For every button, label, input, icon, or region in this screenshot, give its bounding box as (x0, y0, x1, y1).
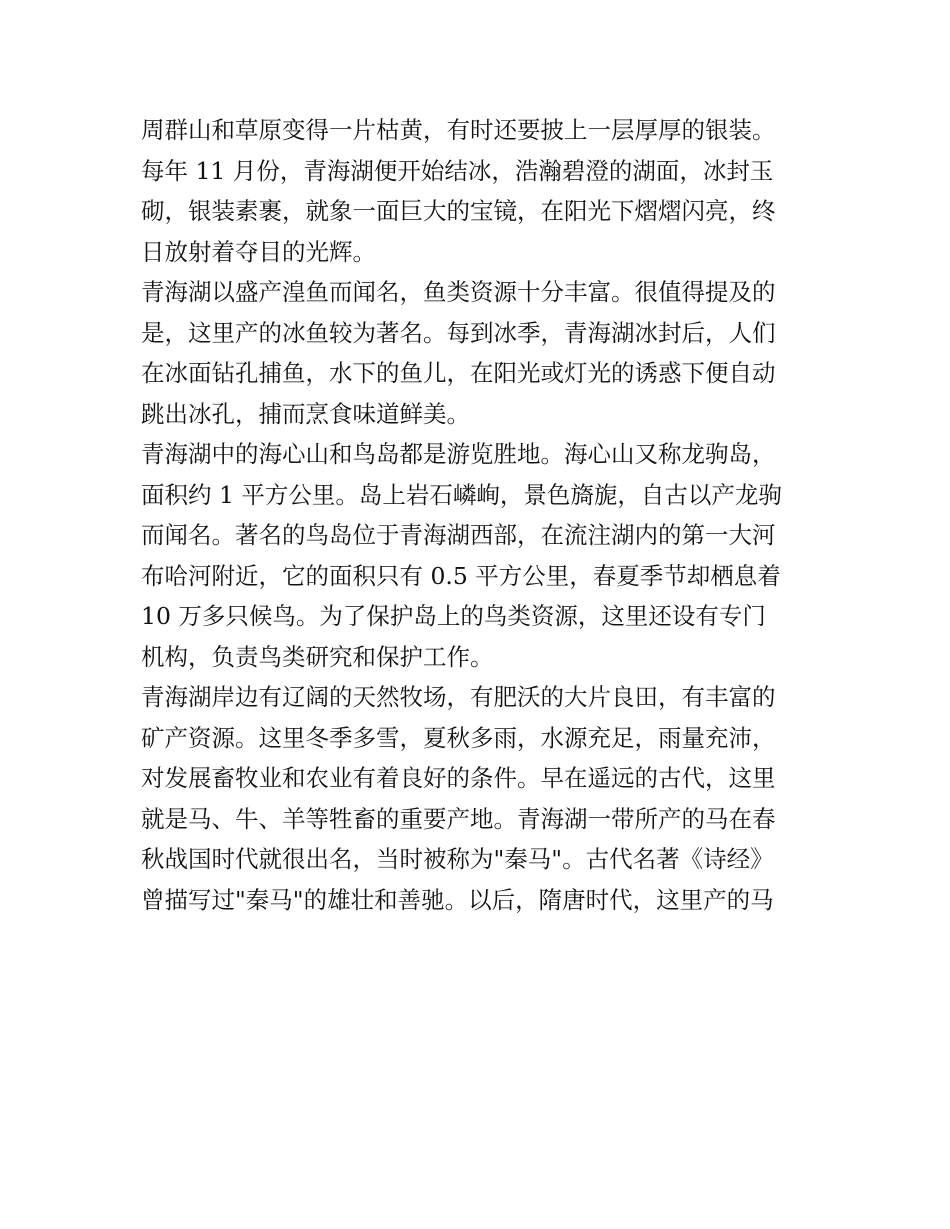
text-line: 面积约 1 平方公里。岛上岩石嶙峋，景色旖旎，自古以产龙驹 (141, 480, 782, 509)
text-line: 而闻名。著名的鸟岛位于青海湖西部，在流注湖内的第一大河 (141, 521, 776, 549)
text-line: 曾描写过"秦马"的雄壮和善驰。以后，隋唐时代，这里产的马 (141, 885, 774, 914)
text-line: 青海湖中的海心山和鸟岛都是游览胜地。海心山又称龙驹岛， (141, 440, 776, 468)
text-line: 机构，负责鸟类研究和保护工作。 (141, 642, 494, 671)
text-line: 10 万多只候鸟。为了保护岛上的鸟类资源，这里还设有专门 (141, 602, 766, 630)
text-line: 青海湖岸边有辽阔的天然牧场，有肥沃的大片良田，有丰富的 (141, 683, 776, 711)
text-line: 跳出冰孔，捕而烹食味道鲜美。 (141, 399, 470, 428)
text-line: 秋战国时代就很出名，当时被称为"秦马"。古代名著《诗经》 (141, 845, 774, 873)
text-line: 是，这里产的冰鱼较为著名。每到冰季，青海湖冰封后，人们 (141, 318, 776, 347)
text-line: 布哈河附近，它的面积只有 0.5 平方公里，春夏季节却栖息着 (141, 561, 781, 590)
text-line: 对发展畜牧业和农业有着良好的条件。早在遥远的古代，这里 (141, 764, 776, 792)
text-line: 在冰面钻孔捕鱼，水下的鱼儿，在阳光或灯光的诱惑下便自动 (141, 359, 776, 387)
text-line: 就是马、牛、羊等牲畜的重要产地。青海湖一带所产的马在春 (141, 804, 776, 833)
body-text (141, 110, 831, 920)
text-line: 青海湖以盛产湟鱼而闻名，鱼类资源十分丰富。很值得提及的 (141, 278, 776, 306)
text-line: 周群山和草原变得一片枯黄，有时还要披上一层厚厚的银装。 (141, 116, 776, 144)
text-line: 每年 11 月份，青海湖便开始结冰，浩瀚碧澄的湖面，冰封玉 (141, 156, 774, 185)
text-line: 砌，银装素裹，就象一面巨大的宝镜，在阳光下熠熠闪亮，终 (141, 197, 776, 225)
text-line: 矿产资源。这里冬季多雪，夏秋多雨，水源充足，雨量充沛， (141, 723, 776, 752)
text-line: 日放射着夺目的光辉。 (141, 237, 376, 266)
